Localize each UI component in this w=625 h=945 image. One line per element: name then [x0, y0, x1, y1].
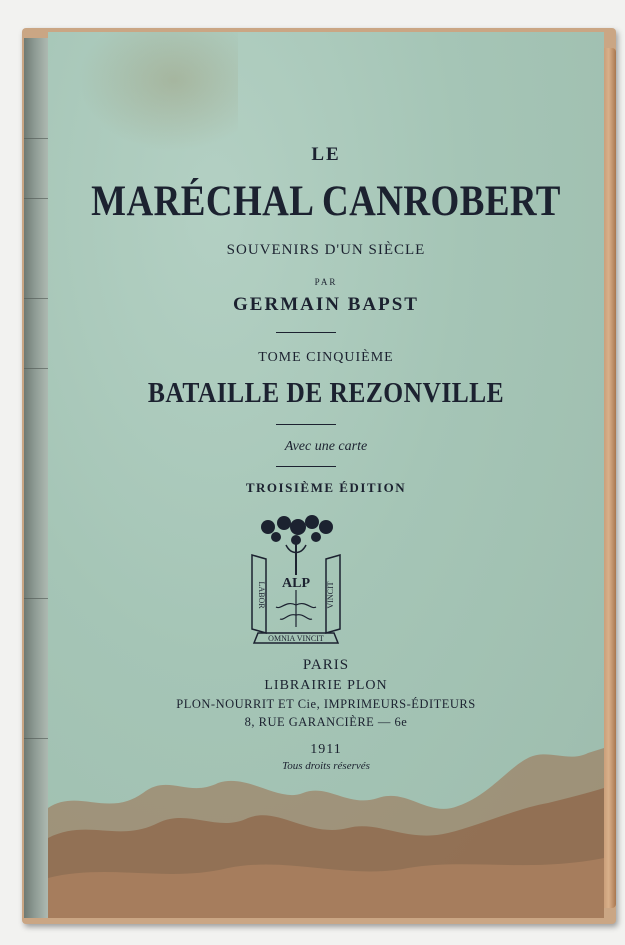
divider — [276, 332, 336, 333]
author-name: GERMAIN BAPST — [233, 294, 419, 315]
map-note: Avec une carte — [284, 439, 368, 454]
right-ribbon: VINCIT — [326, 581, 335, 609]
edition: TROISIÈME ÉDITION — [245, 480, 407, 495]
book-title: MARÉCHAL CANROBERT — [91, 178, 561, 225]
volume-number: TOME CINQUIÈME — [258, 350, 394, 365]
divider — [276, 466, 336, 467]
divider — [276, 424, 336, 425]
monogram: ALP — [282, 576, 310, 591]
by-line: PAR — [314, 277, 338, 287]
publisher-name: LIBRAIRIE PLON — [264, 678, 388, 693]
volume-title: BATAILLE DE REZONVILLE — [147, 377, 505, 409]
bottom-ribbon: OMNIA VINCIT — [268, 634, 324, 643]
rights-notice: Tous droits réservés — [282, 760, 370, 772]
publication-year: 1911 — [310, 742, 342, 757]
publication-city: PARIS — [302, 657, 350, 673]
book-subtitle: SOUVENIRS D'UN SIÈCLE — [226, 242, 426, 258]
publisher-mark-emblem — [246, 515, 346, 647]
publisher-address: 8, RUE GARANCIÈRE — 6e — [244, 715, 408, 729]
cover-text — [48, 32, 604, 918]
title-article: LE — [311, 144, 341, 165]
left-ribbon: LABOR — [257, 581, 266, 609]
printers-line: PLON-NOURRIT ET Cie, IMPRIMEURS-ÉDITEURS — [176, 697, 476, 711]
